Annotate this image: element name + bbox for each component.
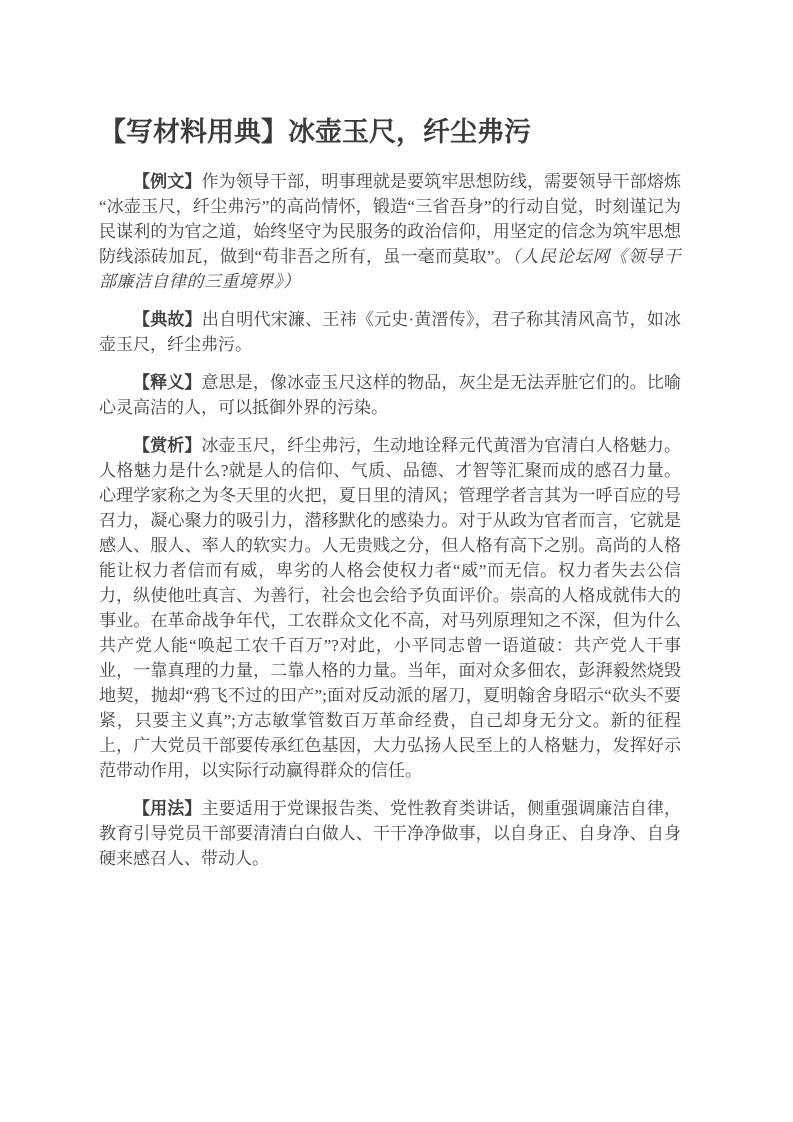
section-allusion-text: 出自明代宋濂、王祎《元史·黄溍传》，君子称其清风高节，如冰壶玉尺，纤尘弗污。 xyxy=(99,310,681,355)
section-usage-label: 【用法】 xyxy=(133,799,202,819)
section-allusion-label: 【典故】 xyxy=(133,310,202,330)
section-appreciation-text: 冰壶玉尺，纤尘弗污，生动地诠释元代黄溍为官清白人格魅力。人格魅力是什么?就是人的信仰、气质、品德、才智等汇聚而成的感召力量。心理学家称之为冬天里的火把，夏日里的清风；管理学者言其为一呼百应的号召力，凝心聚力的吸引力，潜移默化的感染力。对于从政为官者而言，它就是感人、服人、率人的软实力。人无贵贱之分，但人格有高下之别。高尚的人格能让权力者信而有威，卑劣的人格会使权力者“威”而无信。权力者失去公信力，纵使他吐真言、为善行，社会也会给予负面评价。崇高的人格成就伟大的事业。在革命战争年代，工农群众文化不高，对马列原理知之不深，但为什么共产党人能“唤起工农千百万”?对此，小平同志曾一语道破：共产党人干事业，一靠真理的力量，二靠人格的力量。当年，面对众多佃农，彭湃毅然烧毁地契，抛却“鸦飞不过的田产”;面对反动派的屠刀，夏明翰舍身昭示“砍头不要紧，只要主义真”;方志敏掌管数百万革命经费，自己却身无分文。新的征程上，广大党员干部要传承红色基因，大力弘扬人民至上的人格魅力，发挥好示范带动作用，以实际行动赢得群众的信任。 xyxy=(99,436,682,781)
section-meaning-label: 【释义】 xyxy=(133,373,202,393)
section-appreciation-label: 【赏析】 xyxy=(133,436,202,456)
section-appreciation-paragraph xyxy=(99,433,681,783)
section-example-text: 作为领导干部，明事理就是要筑牢思想防线，需要领导干部熔炼“冰壶玉尺，纤尘弗污”的高尚情怀，锻造“三省吾身”的行动自觉，时刻谨记为民谋利的为官之道，始终坚守为民服务的政治信仰，用坚定的信念为筑牢思想防线添砖加瓦，做到“苟非吾之所有，虽一毫而莫取”。 xyxy=(99,172,682,267)
section-example-label: 【例文】 xyxy=(133,172,202,192)
section-example-paragraph xyxy=(99,169,681,294)
section-allusion-paragraph xyxy=(99,307,681,357)
document-title: 【写材料用典】冰壶玉尺，纤尘弗污 xyxy=(99,117,531,147)
section-meaning-text: 意思是，像冰壶玉尺这样的物品，灰尘是无法弄脏它们的。比喻心灵高洁的人，可以抵御外界的污染。 xyxy=(99,373,682,418)
section-example-citation: （人民论坛网《领导干部廉洁自律的三重境界》） xyxy=(99,247,682,292)
section-usage-paragraph xyxy=(99,796,681,871)
section-meaning-paragraph xyxy=(99,370,681,420)
section-usage-text: 主要适用于党课报告类、党性教育类讲话，侧重强调廉洁自律，教育引导党员干部要清清白白做人、干干净净做事，以自身正、自身净、自身硬来感召人、带动人。 xyxy=(99,799,682,869)
